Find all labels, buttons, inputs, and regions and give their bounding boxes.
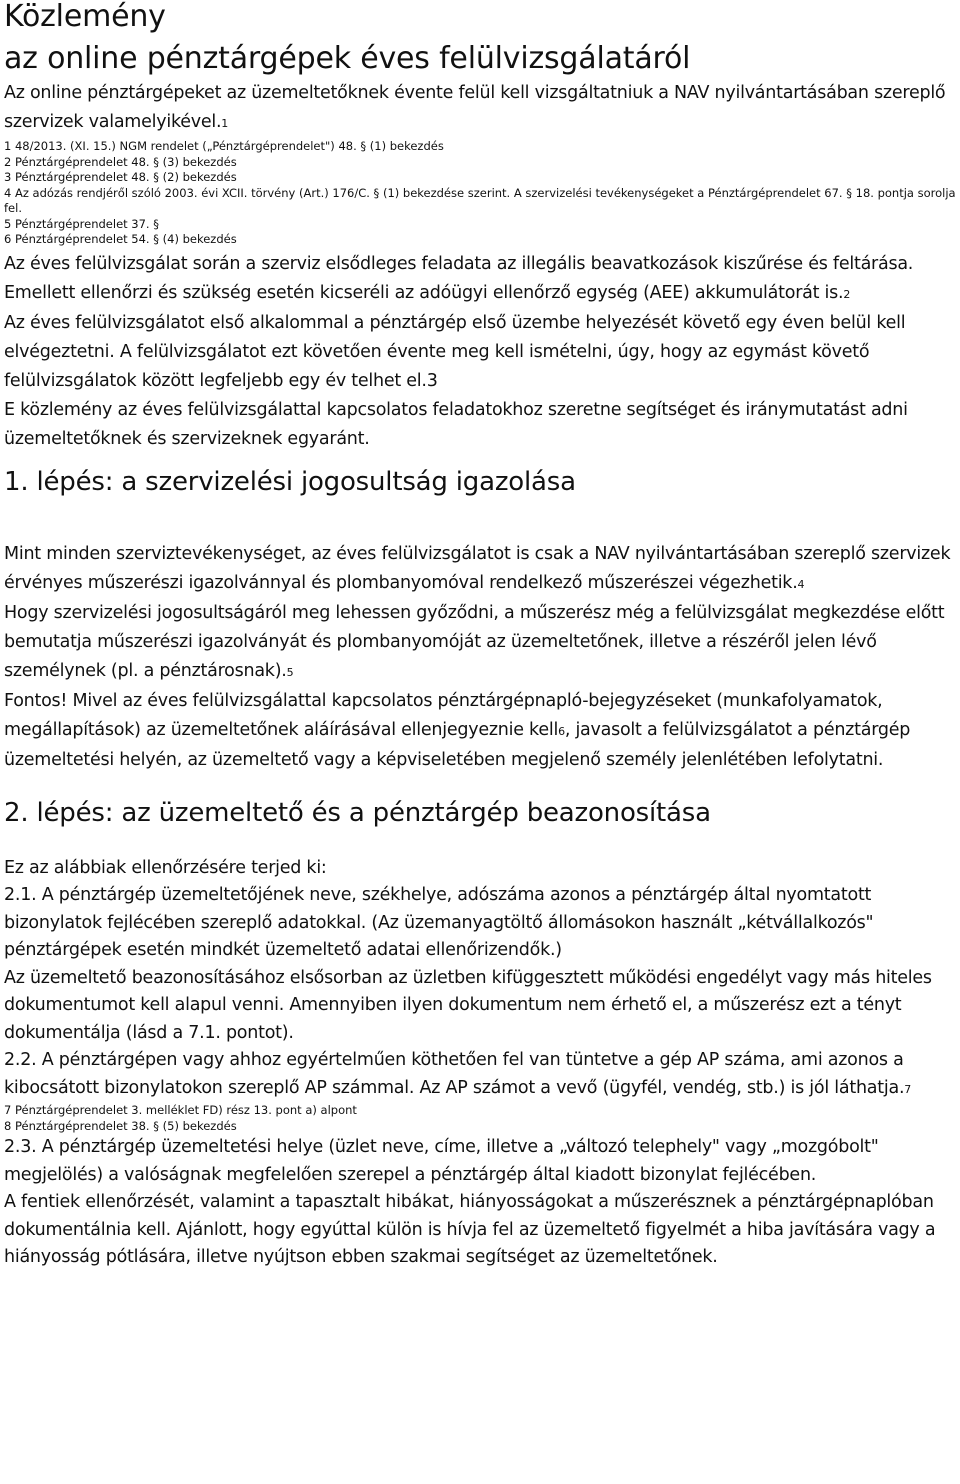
step1-paragraph-1	[4, 540, 956, 599]
footnote-8: 8 Pénztárgéprendelet 38. § (5) bekezdés	[4, 1118, 237, 1133]
footnote-2: 2 Pénztárgéprendelet 48. § (3) bekezdés	[4, 154, 237, 169]
body-text: Az éves felülvizsgálatot első alkalommal a pénztárgép első üzembe helyezését követő egy éven belül kell elvégeztetni. A felülvizsgálatot ezt követően évente meg kell ismételni, úgy, hogy az egymást követő felülvizsgálatok között legfeljebb egy év telhet el.	[4, 312, 906, 391]
step2-closing: A fentiek ellenőrzését, valamint a tapasztalt hibákat, hiányosságokat a műszerésznek a pénztárgépnaplóban dokumentálnia kell. Ajánlott, hogy egyúttal külön is hívja fel az üzemeltető figyelmét a hiba javítására vagy a hiányosság pótlására, illetve nyújtson ebben szakmai segítséget az üzemeltetőnek.	[4, 1192, 936, 1267]
footnote-ref: 4	[797, 577, 805, 591]
step2-heading: 2. lépés: az üzemeltető és a pénztárgép beazonosítása	[4, 797, 711, 828]
step2-lead: Ez az alábbiak ellenőrzésére terjed ki:	[4, 857, 327, 878]
intro-text: Az online pénztárgépeket az üzemeltetőknek évente felül kell vizsgáltatniuk a NAV nyilvántartásában szereplő szervizek valamelyikével.	[4, 83, 946, 132]
footnote-ref: 1	[221, 117, 229, 130]
step1-paragraph-3	[4, 687, 956, 775]
body-paragraph-1	[4, 250, 956, 309]
footnotes-top	[4, 139, 956, 248]
footnote-5: 5 Pénztárgéprendelet 37. §	[4, 216, 159, 231]
body-text: 2.2. A pénztárgépen vagy ahhoz egyértelműen köthetően fel van tüntetve a gép AP száma, ami azonos a kibocsátott bizonylatokon szereplő AP számmal. Az AP számot a vevő (ügyfél, vendég, stb.) is jól láthatja.	[4, 1050, 905, 1098]
body-text: , javasolt a felülvizsgálatot a pénztárgép üzemeltetési helyén, az üzemeltető vagy a képviseletében megjelenő személy jelenlétében lefolytatni.	[4, 719, 911, 770]
footnote-6: 6 Pénztárgéprendelet 54. § (4) bekezdés	[4, 232, 237, 246]
body-paragraph-2	[4, 309, 956, 396]
footnote-ref: 7	[904, 1082, 912, 1096]
step1-paragraph-2	[4, 599, 956, 687]
footnote-ref: 5	[286, 665, 294, 679]
footnotes-bottom	[4, 1103, 956, 1134]
step1-heading: 1. lépés: a szervizelési jogosultság igazolása	[4, 466, 576, 497]
footnote-ref: 3	[426, 370, 438, 391]
step2-item-2-2	[4, 1047, 956, 1103]
footnote-ref: 6	[558, 724, 565, 738]
title-line-1: Közlemény	[4, 0, 166, 34]
step2-item-2-1-note: Az üzemeltető beazonosításához elsősorban az üzletben kifüggesztett működési engedélyt vagy más hiteles dokumentumot kell alapul venni. Amennyiben ilyen dokumentum nem érhető el, a műszerész ezt a tényt dokumentálja (lásd a 7.1. pontot).	[4, 967, 932, 1043]
body-text: Fontos! Mivel az éves felülvizsgálattal kapcsolatos pénztárgépnapló-bejegyzéseket (munkafolyamatok, megállapítások) az üzemeltetőnek aláírásával ellenjegyeznie kell	[4, 690, 883, 740]
step2-item-2-3: 2.3. A pénztárgép üzemeltetési helye (üzlet neve, címe, illetve a „változó telephely" vagy „mozgóbolt" megjelölés) a valóságnak megfelelően szerepel a pénztárgép által kiadott bizonylat fejlécében.	[4, 1137, 879, 1185]
body-paragraph-3: E közlemény az éves felülvizsgálattal kapcsolatos feladatokhoz szeretne segítséget és iránymutatást adni üzemeltetőknek és szervizeknek egyaránt.	[4, 399, 908, 449]
body-text: Az éves felülvizsgálat során a szerviz elsődleges feladata az illegális beavatkozások kiszűrése és feltárása. Emellett ellenőrzi és szükség esetén kicseréli az adóügyi ellenőrző egység (AEE) akkumulátorát is.	[4, 253, 914, 303]
body-text: Hogy szervizelési jogosultságáról meg lehessen győződni, a műszerész még a felülvizsgálat megkezdése előtt bemutatja műszerészi igazolványát és plombanyomóját az üzemeltetőnek, illetve a részéről jelen lévő személynek (pl. a pénztárosnak).	[4, 602, 945, 681]
body-text: Mint minden szerviztevékenységet, az éves felülvizsgálatot is csak a NAV nyilvántartásában szereplő szervizek érvényes műszerészi igazolvánnyal és plombanyomóval rendelkező műszerészei végezhetik.	[4, 543, 951, 593]
footnote-1: 1 48/2013. (XI. 15.) NGM rendelet („Pénztárgéprendelet") 48. § (1) bekezdés	[4, 139, 444, 153]
step2-item-2-1: 2.1. A pénztárgép üzemeltetőjének neve, székhelye, adószáma azonos a pénztárgép által nyomtatott bizonylatok fejlécében szereplő adatokkal. (Az üzemanyagtöltő állomásokon használt „kétvállalkozós" pénztárgépek esetén mindkét üzemeltető adatai ellenőrizendők.)	[4, 885, 874, 960]
footnote-4: 4 Az adózás rendjéről szóló 2003. évi XCII. törvény (Art.) 176/C. § (1) bekezdése szerint. A szervizelési tevékenységeket a Pénztárgéprendelet 67. § 18. pontja sorolja fel.	[4, 185, 956, 215]
document-page	[4, 0, 956, 1272]
intro-paragraph	[4, 79, 956, 138]
footnote-ref: 2	[843, 287, 851, 301]
footnote-3: 3 Pénztárgéprendelet 48. § (2) bekezdés	[4, 170, 237, 184]
title-line-2: az online pénztárgépek éves felülvizsgálatáról	[4, 41, 691, 76]
footnote-7: 7 Pénztárgéprendelet 3. melléklet FD) rész 13. pont a) alpont	[4, 1103, 357, 1117]
